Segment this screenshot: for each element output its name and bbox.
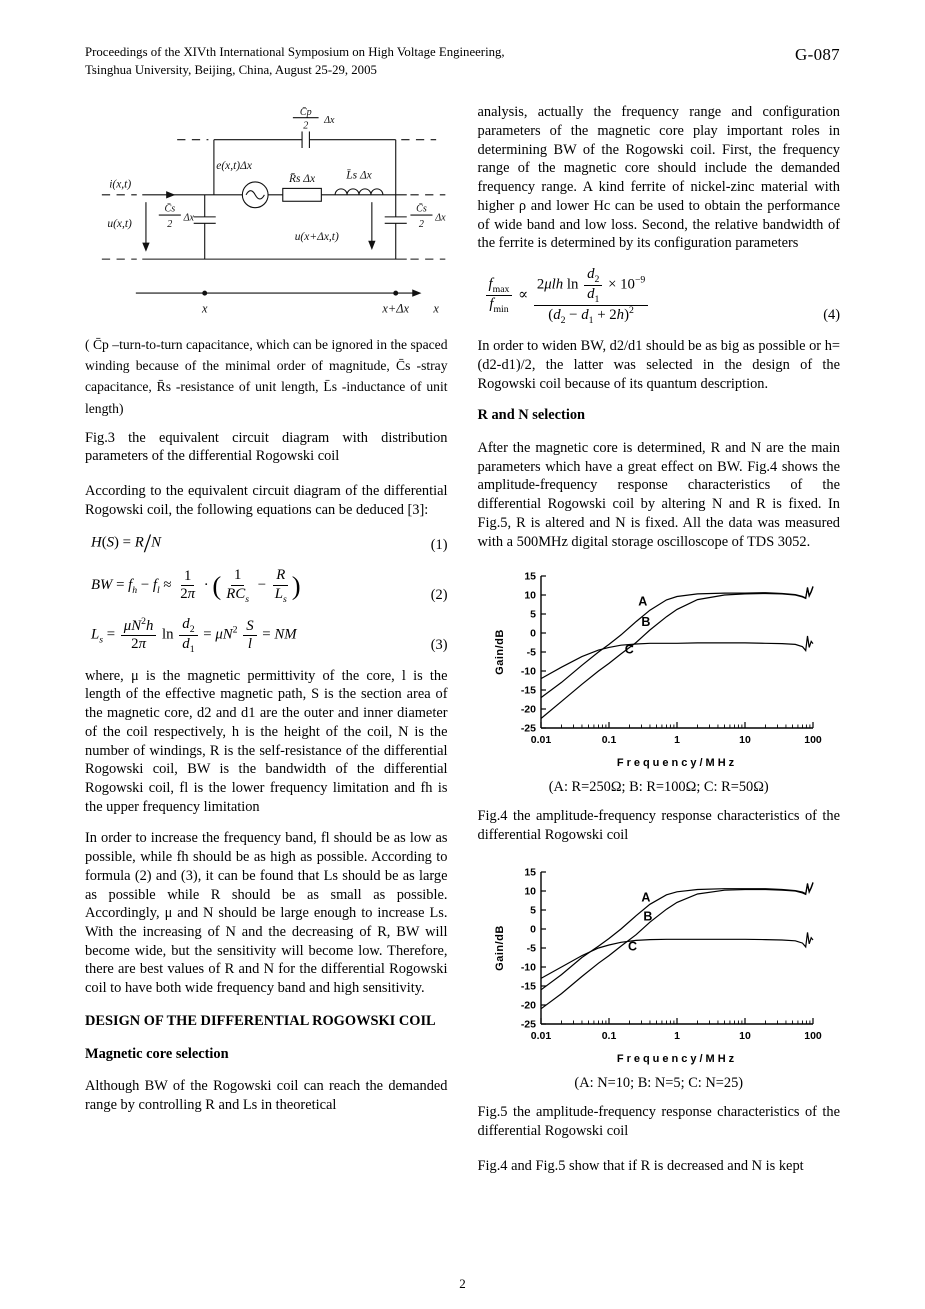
u-arrowhead	[142, 243, 149, 252]
equation-4	[478, 266, 841, 325]
equation-2-number: (2)	[430, 586, 448, 603]
two-column-body	[85, 103, 840, 1188]
svg-text:-20: -20	[520, 999, 536, 1012]
svg-text:Frequency/MHz: Frequency/MHz	[616, 757, 737, 770]
figure-5-caption: Fig.5 the amplitude-frequency response characteristics of the differential Rogowski coil	[477, 1104, 840, 1139]
figure-4	[478, 564, 841, 797]
svg-text:-5: -5	[526, 646, 536, 659]
svg-text:15: 15	[524, 866, 536, 879]
svg-text:100: 100	[803, 734, 822, 747]
svg-text:B: B	[641, 615, 651, 630]
fig5-chart	[491, 860, 827, 1070]
circuit-markers	[142, 191, 421, 297]
resistor	[283, 189, 322, 202]
left-column	[85, 103, 448, 1188]
axis-x-label: x	[201, 301, 208, 316]
proceedings-line1: Proceedings of the XIVth International Symposium on High Voltage Engineering,	[85, 45, 505, 59]
u2-voltage-label: u(x+Δx,t)	[294, 231, 339, 244]
equation-3-number: (3)	[430, 636, 448, 653]
paragraph-according: According to the equivalent circuit diagram of the differential Rogowski coil, the following equations can be deduced [3]:	[85, 483, 448, 518]
cp-label-den: 2	[303, 121, 309, 133]
svg-text:0.1: 0.1	[601, 734, 617, 747]
u2-arrowhead	[368, 241, 375, 250]
inductor-label: L̄s Δx	[346, 169, 372, 182]
paragraph-although: Although BW of the Rogowski coil can reach the demanded range by controlling R and Ls in theoretical	[85, 1078, 448, 1114]
x-marker-dot	[202, 291, 207, 296]
svg-text:-25: -25	[520, 722, 536, 735]
svg-text:-10: -10	[520, 665, 536, 678]
svg-text:5: 5	[529, 904, 536, 917]
svg-text:0: 0	[529, 923, 536, 936]
cs-right-label-num: C̄s	[416, 203, 427, 215]
equation-2-formula: BW = $f_h - f_l$ ≈ $\frac{1}{2\pi}$ · ( $\frac{1}{RC_s}$ − $\frac{R}{L_s}$ )	[91, 567, 301, 605]
circuit-diagram	[85, 103, 453, 328]
subsection-heading-core: Magnetic core selection	[85, 1045, 229, 1062]
figure-5	[478, 860, 841, 1093]
fig4-chart	[491, 564, 827, 774]
cs-left-label-den: 2	[167, 219, 173, 231]
paragraph-where: where, μ is the magnetic permittivity of the core, l is the length of the effective magnetic path, S is the section area of the magnetic core, d2 and d1 are the outer and inner diameter of the coil respectively, h is the height of the coil, N is the number of windings, R is the self-resistance of the differential Rogowski coil, BW is the bandwidth of the differential Rogowski coil, fl is the lower frequency limitation and fh is the upper frequency limitation	[85, 667, 448, 815]
page-header	[85, 44, 840, 79]
figure-5-legend: (A: N=10; B: N=5; C: N=25)	[574, 1075, 744, 1092]
cp-label-dx: Δx	[324, 115, 335, 127]
paragraph-analysis: analysis, actually the frequency range and configuration parameters of the magnetic core play important roles in determining BW of the Rogowski coil. First, the frequency range of the magnetic core should include the demanded frequency range. A kind ferrite of nickel-zinc material with higher ρ and lower Hc can be used to obtain the performance of wide band and low loss. Second, the relative bandwidth of the ferrite is determined by its configuration parameters	[477, 104, 840, 252]
equation-4-formula: $\frac{f_{max}}{f_{min}}$ ∝ 2μlh ln $\frac{d_2}{d_1}$ × $10^{-9}$ $(d_2 - d_1 + 2h)^2$	[484, 266, 816, 325]
svg-text:C: C	[624, 642, 634, 657]
svg-text:0.1: 0.1	[601, 1030, 617, 1043]
x-dx-marker-dot	[393, 291, 398, 296]
paragraph-widen: In order to widen BW, d2/d1 should be as big as possible or h=(d2-d1)/2, the latter was selected in the design of the Rogowski coil because of its quantum description.	[477, 338, 841, 392]
svg-text:15: 15	[524, 570, 536, 583]
subsection-heading-rn: R and N selection	[477, 407, 586, 424]
u-voltage-label: u(x,t)	[107, 218, 132, 231]
proceedings-line2: Tsinghua University, Beijing, China, August 25-29, 2005	[85, 62, 377, 77]
cs-right-label-den: 2	[418, 219, 424, 231]
cp-label-num: C̄p	[299, 107, 312, 119]
source-label: e(x,t)Δx	[216, 160, 252, 173]
current-label: i(x,t)	[109, 178, 132, 191]
current-arrowhead	[166, 191, 175, 198]
figure-3-caption: Fig.3 the equivalent circuit diagram with distribution parameters of the differential Rogowski coil	[85, 429, 448, 465]
svg-text:0.01: 0.01	[530, 734, 551, 747]
axis-arrowhead	[412, 290, 421, 297]
svg-text:1: 1	[673, 734, 680, 747]
figure-4-caption: Fig.4 the amplitude-frequency response characteristics of the differential Rogowski coil	[477, 808, 840, 843]
axis-x-dx-label: x+Δx	[382, 301, 410, 316]
svg-text:10: 10	[738, 1030, 751, 1043]
equation-2	[85, 567, 448, 604]
paragraph-conclusion: Fig.4 and Fig.5 show that if R is decreased and N is kept	[477, 1157, 804, 1174]
equation-1-number: (1)	[430, 537, 448, 554]
cs-left-label-dx: Δx	[183, 212, 194, 224]
svg-text:-10: -10	[520, 961, 536, 974]
inductor	[335, 189, 383, 195]
svg-text:A: A	[638, 594, 648, 609]
equation-1	[85, 528, 448, 559]
equation-1-formula: H(S) = R/N	[91, 528, 162, 559]
svg-text:0.01: 0.01	[530, 1030, 551, 1043]
paragraph-after: After the magnetic core is determined, R and N are the main parameters which have a great effect on BW. Fig.4 shows the amplitude-frequency response characteristics of the differential Rogowski coil by altering N and R is fixed. In Fig.5, R is altered and N is fixed. All the data was measured with a 500MHz digital storage oscilloscope of TDS 3052.	[477, 440, 840, 550]
figure-3	[85, 103, 448, 466]
svg-text:-5: -5	[526, 942, 536, 955]
svg-text:-15: -15	[520, 684, 536, 697]
page-number: 2	[459, 1276, 466, 1292]
equation-4-number: (4)	[823, 307, 840, 324]
svg-text:-20: -20	[520, 703, 536, 716]
figure-3-note: ( C̄p –turn-to-turn capacitance, which can be ignored in the spaced winding because of the minimal order of magnitude, C̄s -stray capacitance, R̄s -resistance of unit length, L̄s -inductance of unit length)	[85, 337, 448, 416]
svg-text:0: 0	[529, 627, 536, 640]
paragraph-inorder: In order to increase the frequency band, fl should be as low as possible, while fh should be as high as possible. According to formula (2) and (3), it can be found that Ls should be as large as possible while R should be as small as possible. Accordingly, μ and N should be large enough to increase Ls. With the increasing of N and the decreasing of R, BW will become wide, but the sensitivity will become low. Therefore, there are best values of R and N for the differential Rogowski coil to have both wide frequency band and high sensitivity.	[85, 830, 448, 997]
svg-text:B: B	[643, 910, 653, 925]
svg-text:-15: -15	[520, 980, 536, 993]
paper-id: G-087	[795, 45, 840, 64]
right-column	[478, 103, 841, 1188]
cs-right-label-dx: Δx	[435, 212, 446, 224]
resistor-label: R̄s Δx	[288, 173, 316, 186]
svg-text:C: C	[627, 939, 637, 954]
svg-text:Gain/dB: Gain/dB	[493, 925, 506, 972]
cs-left-label-num: C̄s	[164, 203, 176, 215]
equation-3	[85, 616, 448, 654]
svg-text:5: 5	[529, 608, 536, 621]
svg-text:100: 100	[803, 1030, 822, 1043]
svg-text:A: A	[641, 891, 651, 906]
section-heading-design: DESIGN OF THE DIFFERENTIAL ROGOWSKI COIL	[85, 1012, 436, 1029]
circuit-wires	[102, 115, 445, 293]
svg-text:10: 10	[738, 734, 751, 747]
svg-text:Gain/dB: Gain/dB	[493, 629, 506, 676]
svg-text:10: 10	[524, 885, 536, 898]
svg-text:-25: -25	[520, 1018, 536, 1031]
equation-3-formula: $L_s$ = $\frac{\mu N^2h}{2\pi}$ ln $\frac{d_2}{d_1}$ = $\mu N^2$ $\frac{S}{l}$ = NM	[91, 616, 297, 655]
svg-text:10: 10	[524, 589, 536, 602]
proceedings-info	[85, 44, 505, 79]
figure-4-legend: (A: R=250Ω; B: R=100Ω; C: R=50Ω)	[548, 779, 769, 796]
axis-end-label: x	[433, 301, 439, 316]
svg-text:1: 1	[673, 1030, 680, 1043]
svg-text:Frequency/MHz: Frequency/MHz	[616, 1053, 737, 1066]
